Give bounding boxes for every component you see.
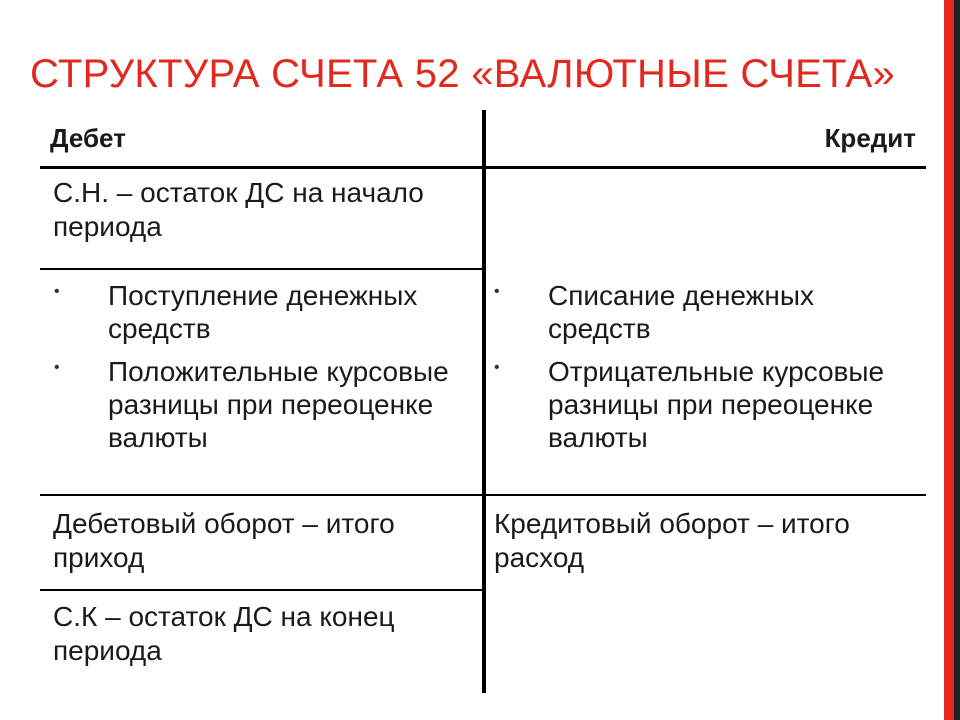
debit-entry bbox=[50, 279, 480, 345]
credit-entries-list bbox=[490, 279, 920, 464]
bullet-dot-icon: • bbox=[54, 359, 60, 376]
bullet-dot-icon: • bbox=[54, 283, 60, 300]
credit-header: Кредит bbox=[824, 123, 916, 153]
entries-underline bbox=[40, 494, 926, 496]
credit-entry bbox=[490, 355, 920, 454]
bullet-dot-icon: • bbox=[494, 283, 500, 300]
debit-entry-text: Положительные курсовые разницы при переоценке валюты bbox=[108, 356, 449, 453]
debit-turnover: Дебетовый оборот – итого приход bbox=[53, 508, 395, 573]
credit-turnover: Кредитовый оборот – итого расход bbox=[494, 508, 850, 573]
debit-header: Дебет bbox=[50, 123, 126, 153]
bullet-dot-icon: • bbox=[494, 359, 500, 376]
accent-bar-dark bbox=[954, 0, 960, 720]
credit-entry bbox=[490, 279, 920, 345]
opening-balance-underline bbox=[40, 268, 482, 270]
closing-balance: С.К – остаток ДС на конец периода bbox=[53, 601, 395, 666]
debit-entry-text: Поступление денежных средств bbox=[108, 280, 418, 344]
header-underline bbox=[40, 166, 926, 169]
slide-title: СТРУКТУРА СЧЕТА 52 «ВАЛЮТНЫЕ СЧЕТА» bbox=[30, 52, 896, 96]
accent-bar-red bbox=[944, 0, 954, 720]
debit-entry bbox=[50, 355, 480, 454]
opening-balance: С.Н. – остаток ДС на начало периода bbox=[53, 177, 424, 242]
debit-entries-list bbox=[50, 279, 480, 464]
vertical-divider bbox=[482, 110, 486, 693]
turnover-underline bbox=[40, 589, 482, 591]
credit-entry-text: Отрицательные курсовые разницы при переоценке валюты bbox=[548, 356, 885, 453]
credit-entry-text: Списание денежных средств bbox=[548, 280, 814, 344]
